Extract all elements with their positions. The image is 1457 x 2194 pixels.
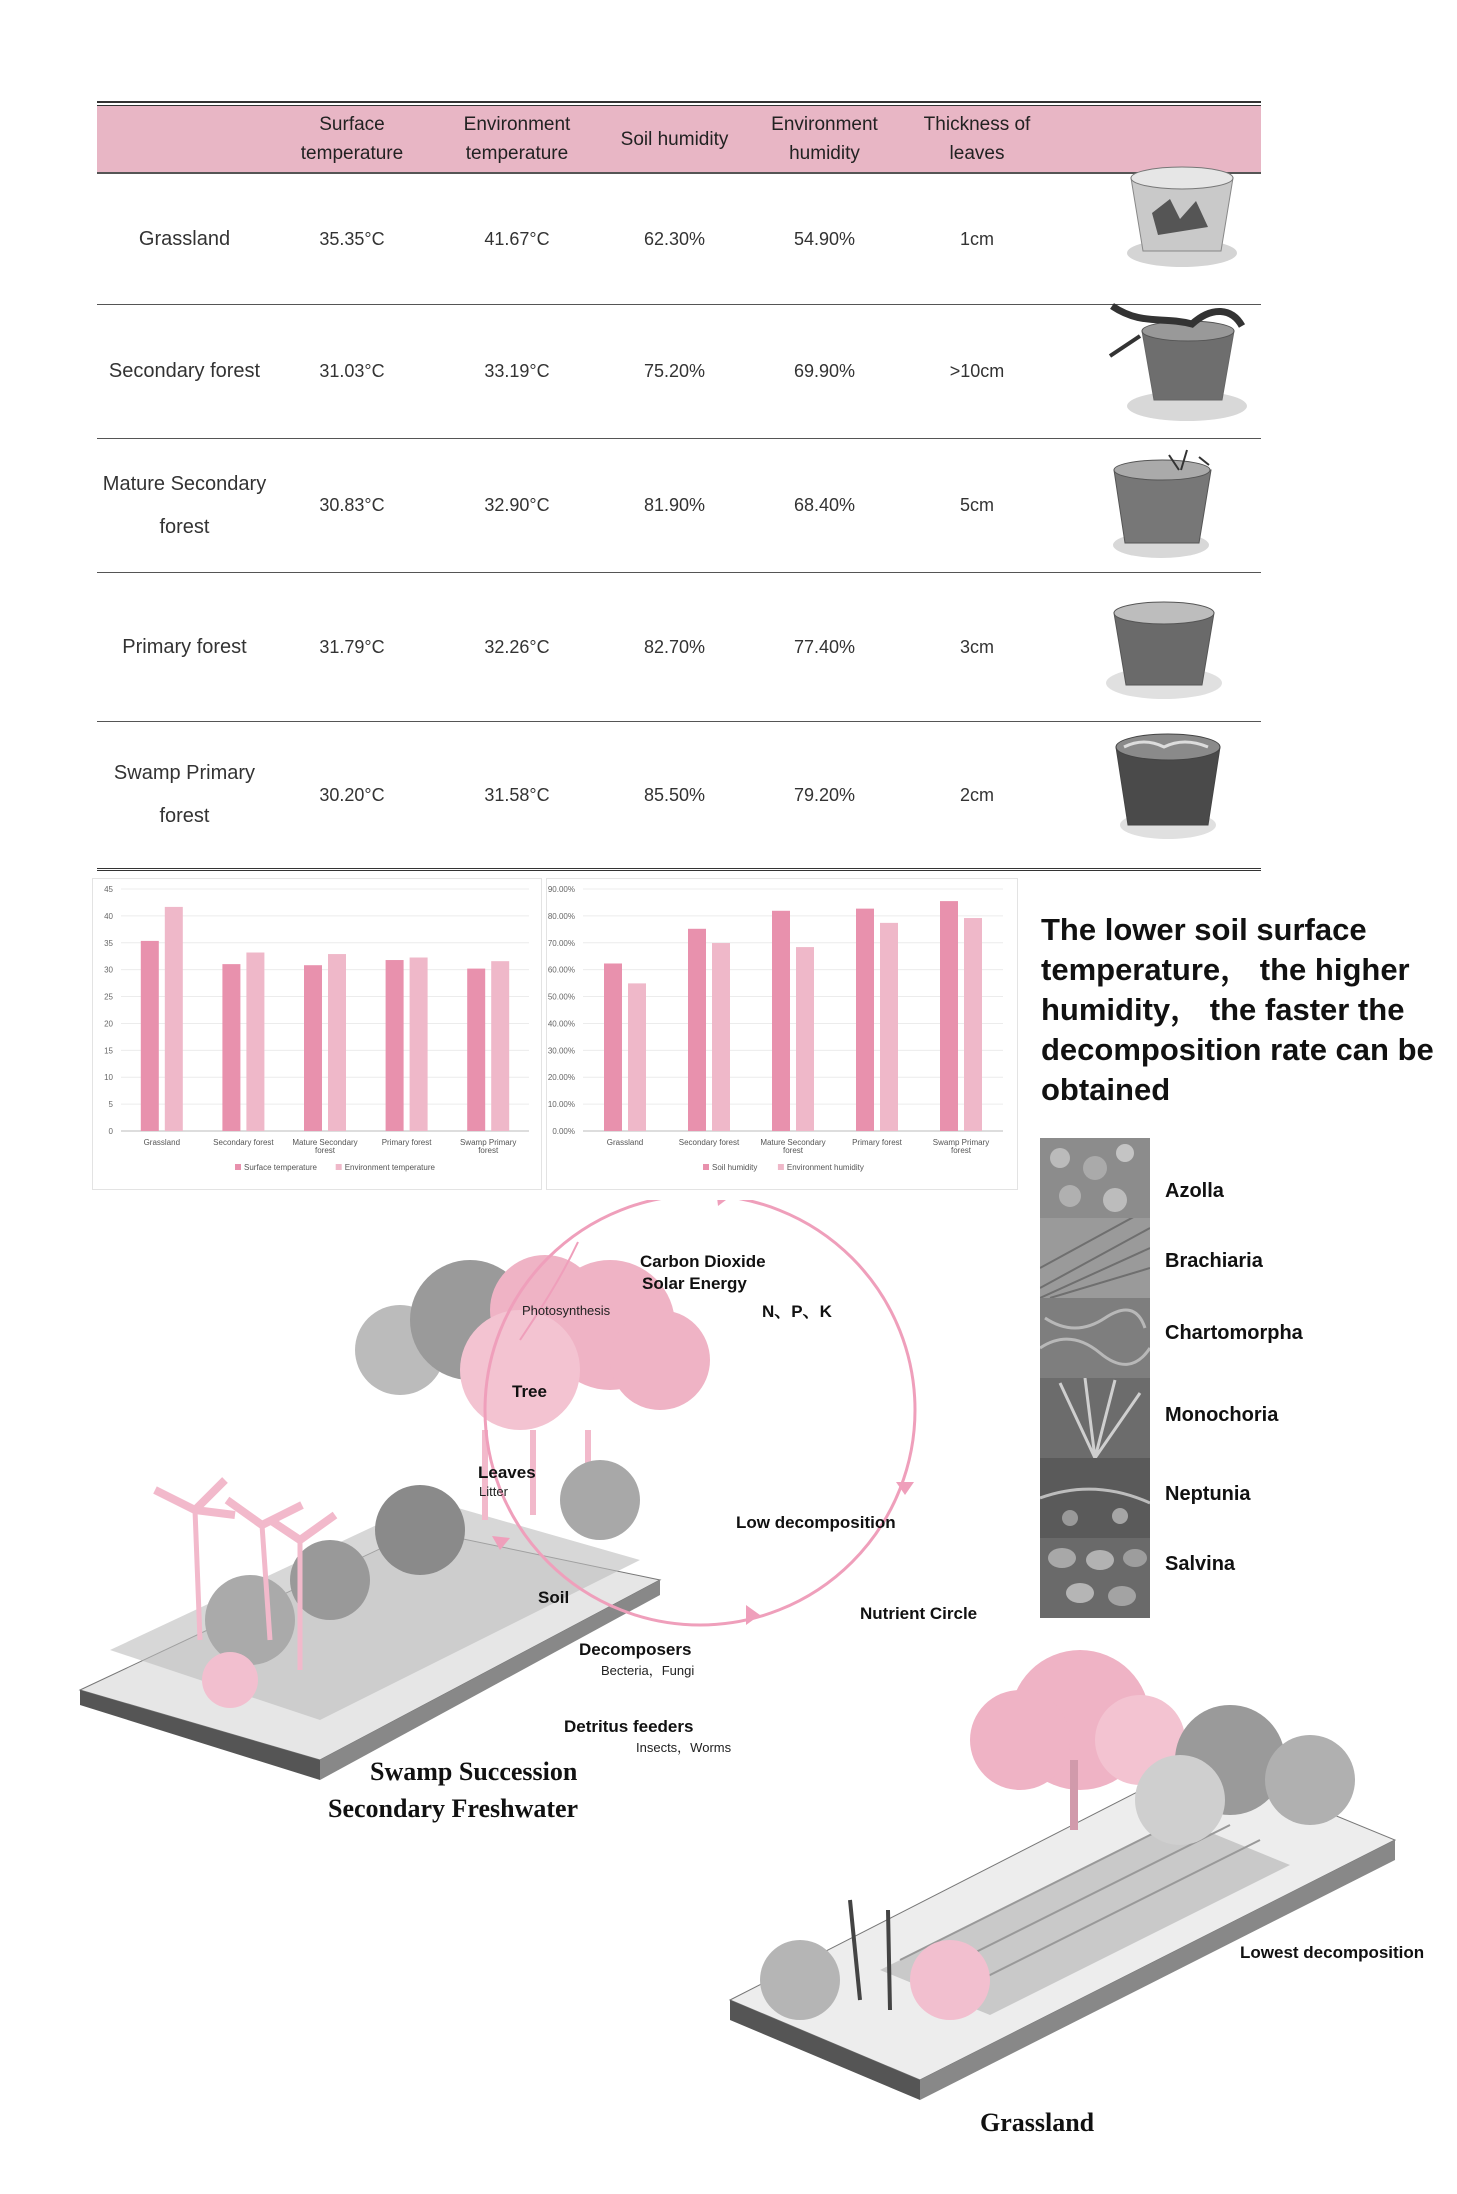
y-tick-label: 0.00%: [552, 1127, 575, 1136]
table-cell: 62.30%: [643, 228, 706, 249]
x-tick-label: Primary forest: [381, 1138, 432, 1147]
row-label: Secondary forest: [108, 360, 261, 382]
x-tick-label: Grassland: [143, 1138, 181, 1147]
table-header-row: [97, 106, 1261, 172]
x-tick-label: Grassland: [606, 1138, 644, 1147]
label-solar-energy: Solar Energy: [642, 1274, 747, 1293]
y-tick-label: 20: [104, 1019, 113, 1029]
legend-label: Surface temperature: [244, 1163, 317, 1172]
y-tick-label: 70.00%: [547, 938, 575, 948]
table-cell: 5cm: [959, 495, 994, 515]
label-photosynthesis: Photosynthesis: [522, 1303, 611, 1318]
circle-arrow-top: [716, 1200, 730, 1206]
bar-environment-humidity: [796, 947, 814, 1131]
plant-label: Salvina: [1165, 1553, 1236, 1575]
grassland-title: Grassland: [980, 2108, 1095, 2137]
header-surface-temperature: Surface temperature: [300, 114, 404, 164]
bar-soil-humidity: [772, 911, 790, 1131]
bar-environment-humidity: [964, 918, 982, 1131]
x-tick-label: forest: [782, 1146, 804, 1155]
legend-label: Environment humidity: [786, 1163, 864, 1172]
table-cell: 82.70%: [643, 636, 706, 657]
table-row: [97, 305, 1261, 439]
humidity-chart: [546, 878, 1018, 1190]
x-tick-label: forest: [478, 1146, 499, 1155]
cup-photo-mature-secondary: [1099, 445, 1229, 565]
y-tick-label: 60.00%: [547, 965, 575, 975]
label-low-decomposition: Low decomposition: [736, 1513, 896, 1532]
row-label: Mature Secondary forest: [102, 472, 267, 538]
legend-label: Soil humidity: [712, 1163, 758, 1172]
cup-photo-swamp-primary: [1104, 725, 1234, 845]
table-row: [97, 439, 1261, 573]
legend-swatch: [703, 1164, 709, 1170]
header-soil-humidity: Soil humidity: [620, 128, 729, 150]
headline-text: The lower soil surface temperature， the higher humidity， the faster the decomposition rate can be obtained: [1041, 912, 1434, 1107]
cup-photo-primary-forest: [1100, 585, 1230, 705]
table-cell: >10cm: [949, 361, 1005, 381]
bar-soil-humidity: [856, 909, 874, 1131]
y-tick-label: 40: [104, 911, 113, 921]
label-decomposers-sub: Becteria，Fungi: [601, 1663, 695, 1678]
bar-surface-temperature: [304, 965, 322, 1131]
x-tick-label: Mature Secondary: [292, 1138, 358, 1147]
row-label: Swamp Primary forest: [113, 762, 256, 827]
plant-label: Brachiaria: [1165, 1250, 1263, 1272]
y-tick-label: 90.00%: [547, 885, 575, 894]
x-tick-label: Primary forest: [852, 1138, 902, 1147]
swamp-platform: [80, 1500, 660, 1780]
y-tick-label: 10: [104, 1073, 113, 1083]
label-npk: N、P、K: [762, 1302, 832, 1321]
temperature-chart: [92, 878, 542, 1190]
row-label: Primary forest: [122, 635, 247, 658]
label-lowest-decomposition: Lowest decomposition: [1240, 1943, 1425, 1962]
bar-soil-humidity: [604, 963, 622, 1131]
table-cell: 79.20%: [793, 784, 856, 805]
table-cell: 41.67°C: [484, 228, 550, 249]
data-table: [97, 101, 1261, 871]
header-environment-humidity: Environment humidity: [771, 114, 878, 164]
bar-environment-humidity: [880, 923, 898, 1131]
row-label: Grassland: [138, 227, 231, 250]
y-tick-label: 15: [104, 1046, 113, 1056]
table-cell: 30.83°C: [319, 495, 385, 515]
label-leaves: Leaves: [478, 1463, 536, 1482]
table-cell: 31.58°C: [484, 784, 550, 805]
label-decomposers: Decomposers: [579, 1640, 692, 1659]
ecosystem-illustration: [0, 1200, 1457, 2194]
plant-label: Monochoria: [1165, 1404, 1279, 1426]
grassland-platform: [730, 1650, 1395, 2100]
cup-photo-secondary-forest: [1102, 296, 1252, 426]
x-tick-label: Secondary forest: [678, 1138, 740, 1147]
label-detritus-feeders: Detritus feeders: [564, 1717, 694, 1736]
table-cell: 32.26°C: [484, 636, 550, 657]
table-cell: 1cm: [959, 228, 994, 249]
x-tick-label: Swamp Primary: [932, 1138, 990, 1147]
circle-arrow-bottom: [746, 1605, 760, 1625]
table-row: [97, 573, 1261, 722]
table-row: [97, 722, 1261, 871]
bar-environment-temperature: [165, 907, 183, 1131]
bar-surface-temperature: [141, 941, 159, 1131]
table-cell: 2cm: [959, 784, 994, 805]
x-tick-label: Mature Secondary: [760, 1138, 826, 1147]
table-top-rule: [97, 101, 1261, 103]
bar-environment-humidity: [628, 983, 646, 1131]
label-carbon-dioxide: Carbon Dioxide: [640, 1252, 766, 1271]
swamp-title-line-1: Swamp Succession: [370, 1757, 578, 1786]
y-tick-label: 10.00%: [547, 1100, 575, 1110]
table-cell: 31.79°C: [319, 636, 385, 657]
y-tick-label: 35: [104, 938, 113, 948]
bar-environment-humidity: [712, 943, 730, 1131]
label-litter: Litter: [479, 1484, 508, 1499]
header-thickness-of-leaves: Thickness of leaves: [923, 114, 1031, 164]
bar-environment-temperature: [246, 953, 264, 1131]
x-tick-label: Secondary forest: [213, 1138, 274, 1147]
table-cell: 85.50%: [643, 784, 706, 805]
bar-soil-humidity: [688, 929, 706, 1131]
table-cell: 31.03°C: [319, 361, 385, 381]
bar-surface-temperature: [467, 969, 485, 1131]
label-detritus-sub: Insects，Worms: [636, 1740, 732, 1755]
y-tick-label: 50.00%: [547, 992, 575, 1002]
y-tick-label: 30.00%: [547, 1046, 575, 1056]
table-cell: 30.20°C: [319, 784, 385, 805]
legend-swatch: [235, 1164, 241, 1170]
x-tick-label: forest: [314, 1146, 336, 1155]
table-cell: 68.40%: [793, 495, 856, 515]
swamp-title-line-2: Secondary Freshwater: [328, 1794, 579, 1823]
y-tick-label: 30: [104, 965, 113, 975]
table-row: [97, 174, 1261, 305]
table-cell: 32.90°C: [484, 495, 550, 515]
label-soil: Soil: [538, 1588, 570, 1607]
bar-environment-temperature: [328, 954, 346, 1131]
plant-label: Chartomorpha: [1165, 1322, 1303, 1344]
y-tick-label: 20.00%: [547, 1073, 575, 1083]
x-tick-label: forest: [950, 1146, 972, 1155]
label-tree: Tree: [512, 1382, 547, 1401]
x-tick-label: Swamp Primary: [459, 1138, 517, 1147]
y-tick-label: 5: [108, 1100, 113, 1110]
y-tick-label: 45: [104, 885, 113, 894]
cup-photo-grassland: [1117, 153, 1247, 273]
bar-surface-temperature: [222, 964, 240, 1131]
y-tick-label: 25: [104, 992, 113, 1002]
temperature-chart-svg: [93, 879, 541, 1189]
label-nutrient-circle: Nutrient Circle: [860, 1604, 978, 1623]
bar-environment-temperature: [491, 961, 509, 1131]
y-tick-label: 80.00%: [547, 911, 575, 921]
bar-surface-temperature: [386, 960, 404, 1131]
table-cell: 81.90%: [643, 495, 706, 515]
table-cell: 77.40%: [793, 636, 856, 657]
plant-label: Azolla: [1165, 1180, 1224, 1202]
legend-swatch: [778, 1164, 784, 1170]
legend-swatch: [336, 1164, 342, 1170]
y-tick-label: 40.00%: [547, 1019, 575, 1029]
table-cell: 35.35°C: [319, 228, 385, 249]
table-cell: 69.90%: [793, 361, 856, 381]
table-cell: 75.20%: [643, 361, 706, 381]
plant-label: Neptunia: [1165, 1483, 1251, 1505]
bar-environment-temperature: [410, 958, 428, 1131]
table-cell: 33.19°C: [484, 361, 550, 381]
bar-soil-humidity: [940, 901, 958, 1131]
humidity-chart-svg: [547, 879, 1017, 1189]
table-cell: 3cm: [959, 636, 994, 657]
header-environment-temperature: Environment temperature: [463, 114, 571, 164]
table-cell: 54.90%: [793, 228, 856, 249]
y-tick-label: 0: [108, 1127, 113, 1136]
legend-label: Environment temperature: [344, 1163, 435, 1172]
